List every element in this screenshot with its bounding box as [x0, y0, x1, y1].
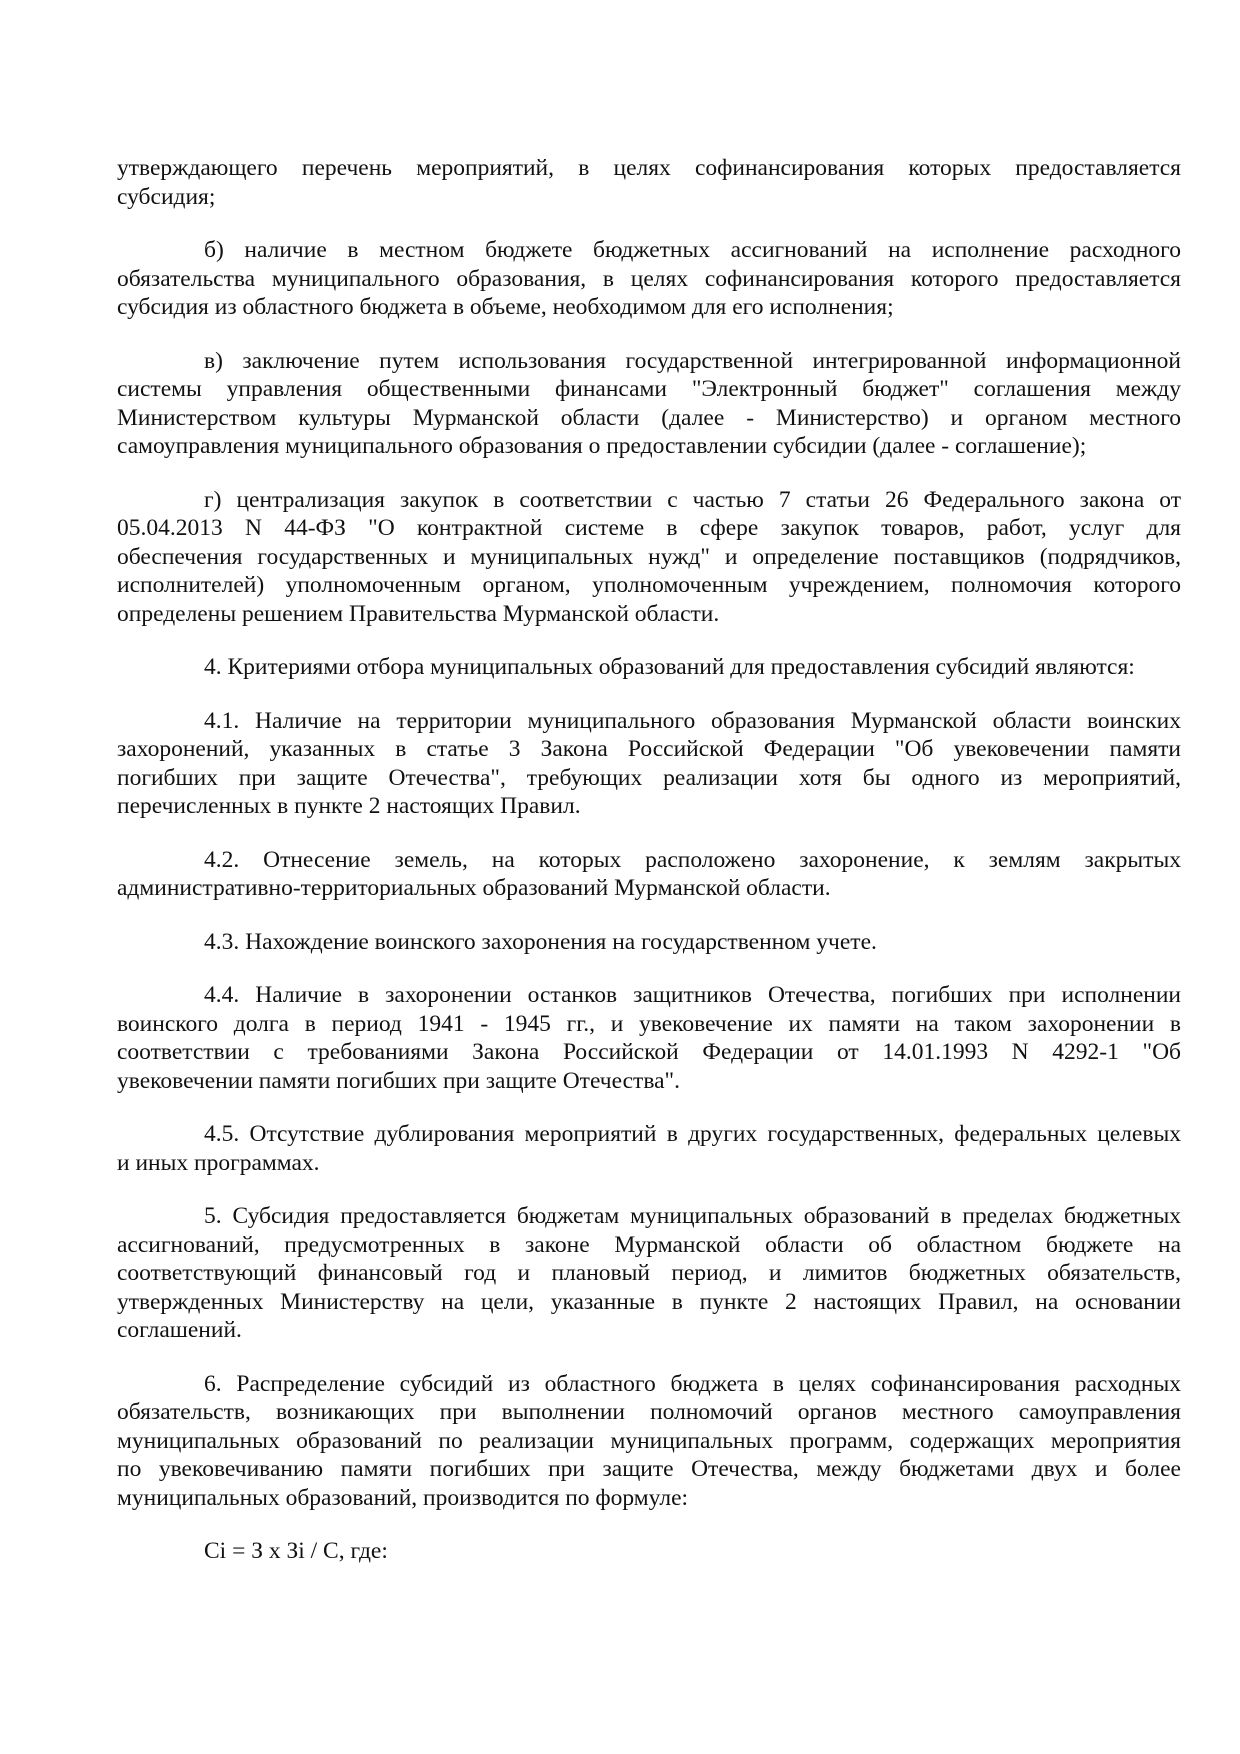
text-line: системы управления общественными финансами "Электронный бюджет" соглашения между	[117, 376, 1181, 402]
text-line: 5. Субсидия предоставляется бюджетам муниципальных образований в пределах бюджетных	[204, 1203, 1181, 1229]
text-line: погибших при защите Отечества", требующих реализации хотя бы одного из мероприятий,	[117, 764, 1181, 791]
text-line: по увековечиванию памяти погибших при защите Отечества, между бюджетами двух и более	[117, 1456, 1181, 1482]
paragraph	[117, 1120, 1181, 1177]
paragraph	[117, 928, 1181, 957]
paragraph	[117, 1370, 1181, 1513]
text-line: г) централизация закупок в соответствии с частью 7 статьи 26 Федерального закона от	[204, 486, 1181, 513]
text-line: 4.3. Нахождение воинского захоронения на государственном учете.	[204, 928, 877, 955]
text-line: определены решением Правительства Мурманской области.	[117, 600, 720, 627]
text-line: в) заключение путем использования государственной интегрированной информационной	[204, 347, 1181, 374]
paragraph	[117, 347, 1181, 461]
text-line: захоронений, указанных в статье 3 Закона Российской Федерации "Об увековечении памяти	[117, 736, 1181, 762]
text-line: административно-территориальных образований Мурманской области.	[117, 875, 831, 901]
paragraph	[117, 154, 1181, 211]
text-line: обязательств, возникающих при выполнении полномочий органов местного самоуправления	[117, 1399, 1181, 1425]
text-line: 4.1. Наличие на территории муниципального образования Мурманской области воинских	[204, 707, 1181, 734]
text-line: муниципальных образований, производится по формуле:	[117, 1484, 689, 1511]
text-line: 05.04.2013 N 44-ФЗ "О контрактной системе в сфере закупок товаров, работ, услуг для	[117, 515, 1181, 541]
text-line: 4.2. Отнесение земель, на которых расположено захоронение, к землям закрытых	[204, 846, 1181, 873]
paragraph	[117, 236, 1181, 322]
paragraph	[117, 653, 1181, 682]
text-line: соответствующий финансовый год и плановый период, и лимитов бюджетных обязательств,	[117, 1260, 1181, 1286]
text-line: перечисленных в пункте 2 настоящих Правил.	[117, 793, 581, 819]
paragraph	[117, 707, 1181, 821]
document-body	[117, 154, 1181, 1591]
paragraph	[117, 981, 1181, 1095]
text-line: обеспечения государственных и муниципальных нужд" и определение поставщиков (подрядчиков,	[117, 543, 1181, 570]
text-line: Ci = З x Зi / С, где:	[204, 1538, 388, 1564]
text-line: б) наличие в местном бюджете бюджетных ассигнований на исполнение расходного	[204, 237, 1181, 263]
text-line: исполнителей) уполномоченным органом, уполномоченным учреждением, полномочия которого	[117, 572, 1181, 598]
text-line: и иных программах.	[117, 1149, 320, 1176]
text-line: субсидия;	[117, 183, 216, 210]
text-line: муниципальных образований по реализации муниципальных программ, содержащих мероприятия	[117, 1427, 1181, 1454]
text-line: 6. Распределение субсидий из областного бюджета в целях софинансирования расходных	[204, 1370, 1181, 1397]
text-line: Министерством культуры Мурманской области (далее - Министерство) и органом местного	[117, 404, 1181, 431]
text-line: самоуправления муниципального образования о предоставлении субсидии (далее - соглашение);	[117, 433, 1087, 459]
paragraph	[117, 1537, 1181, 1566]
text-line: 4.4. Наличие в захоронении останков защитников Отечества, погибших при исполнении	[204, 982, 1181, 1008]
paragraph	[117, 486, 1181, 629]
text-line: соответствии с требованиями Закона Российской Федерации от 14.01.1993 N 4292-1 "Об	[117, 1039, 1181, 1065]
text-line: субсидия из областного бюджета в объеме, необходимом для его исполнения;	[117, 294, 894, 320]
text-line: обязательства муниципального образования, в целях софинансирования которого предоставляется	[117, 265, 1181, 292]
text-line: ассигнований, предусмотренных в законе Мурманской области об областном бюджете на	[117, 1231, 1181, 1258]
text-line: соглашений.	[117, 1317, 242, 1343]
paragraph	[117, 1202, 1181, 1345]
text-line: воинского долга в период 1941 - 1945 гг., и увековечение их памяти на таком захоронении в	[117, 1010, 1181, 1037]
text-line: 4. Критериями отбора муниципальных образований для предоставления субсидий являются:	[204, 654, 1135, 680]
paragraph	[117, 846, 1181, 903]
text-line: 4.5. Отсутствие дублирования мероприятий в других государственных, федеральных целевых	[204, 1121, 1181, 1147]
text-line: утверждающего перечень мероприятий, в целях софинансирования которых предоставляется	[117, 155, 1181, 181]
text-line: увековечении памяти погибших при защите Отечества".	[117, 1067, 681, 1094]
text-line: утвержденных Министерству на цели, указанные в пункте 2 настоящих Правил, на основании	[117, 1288, 1181, 1315]
